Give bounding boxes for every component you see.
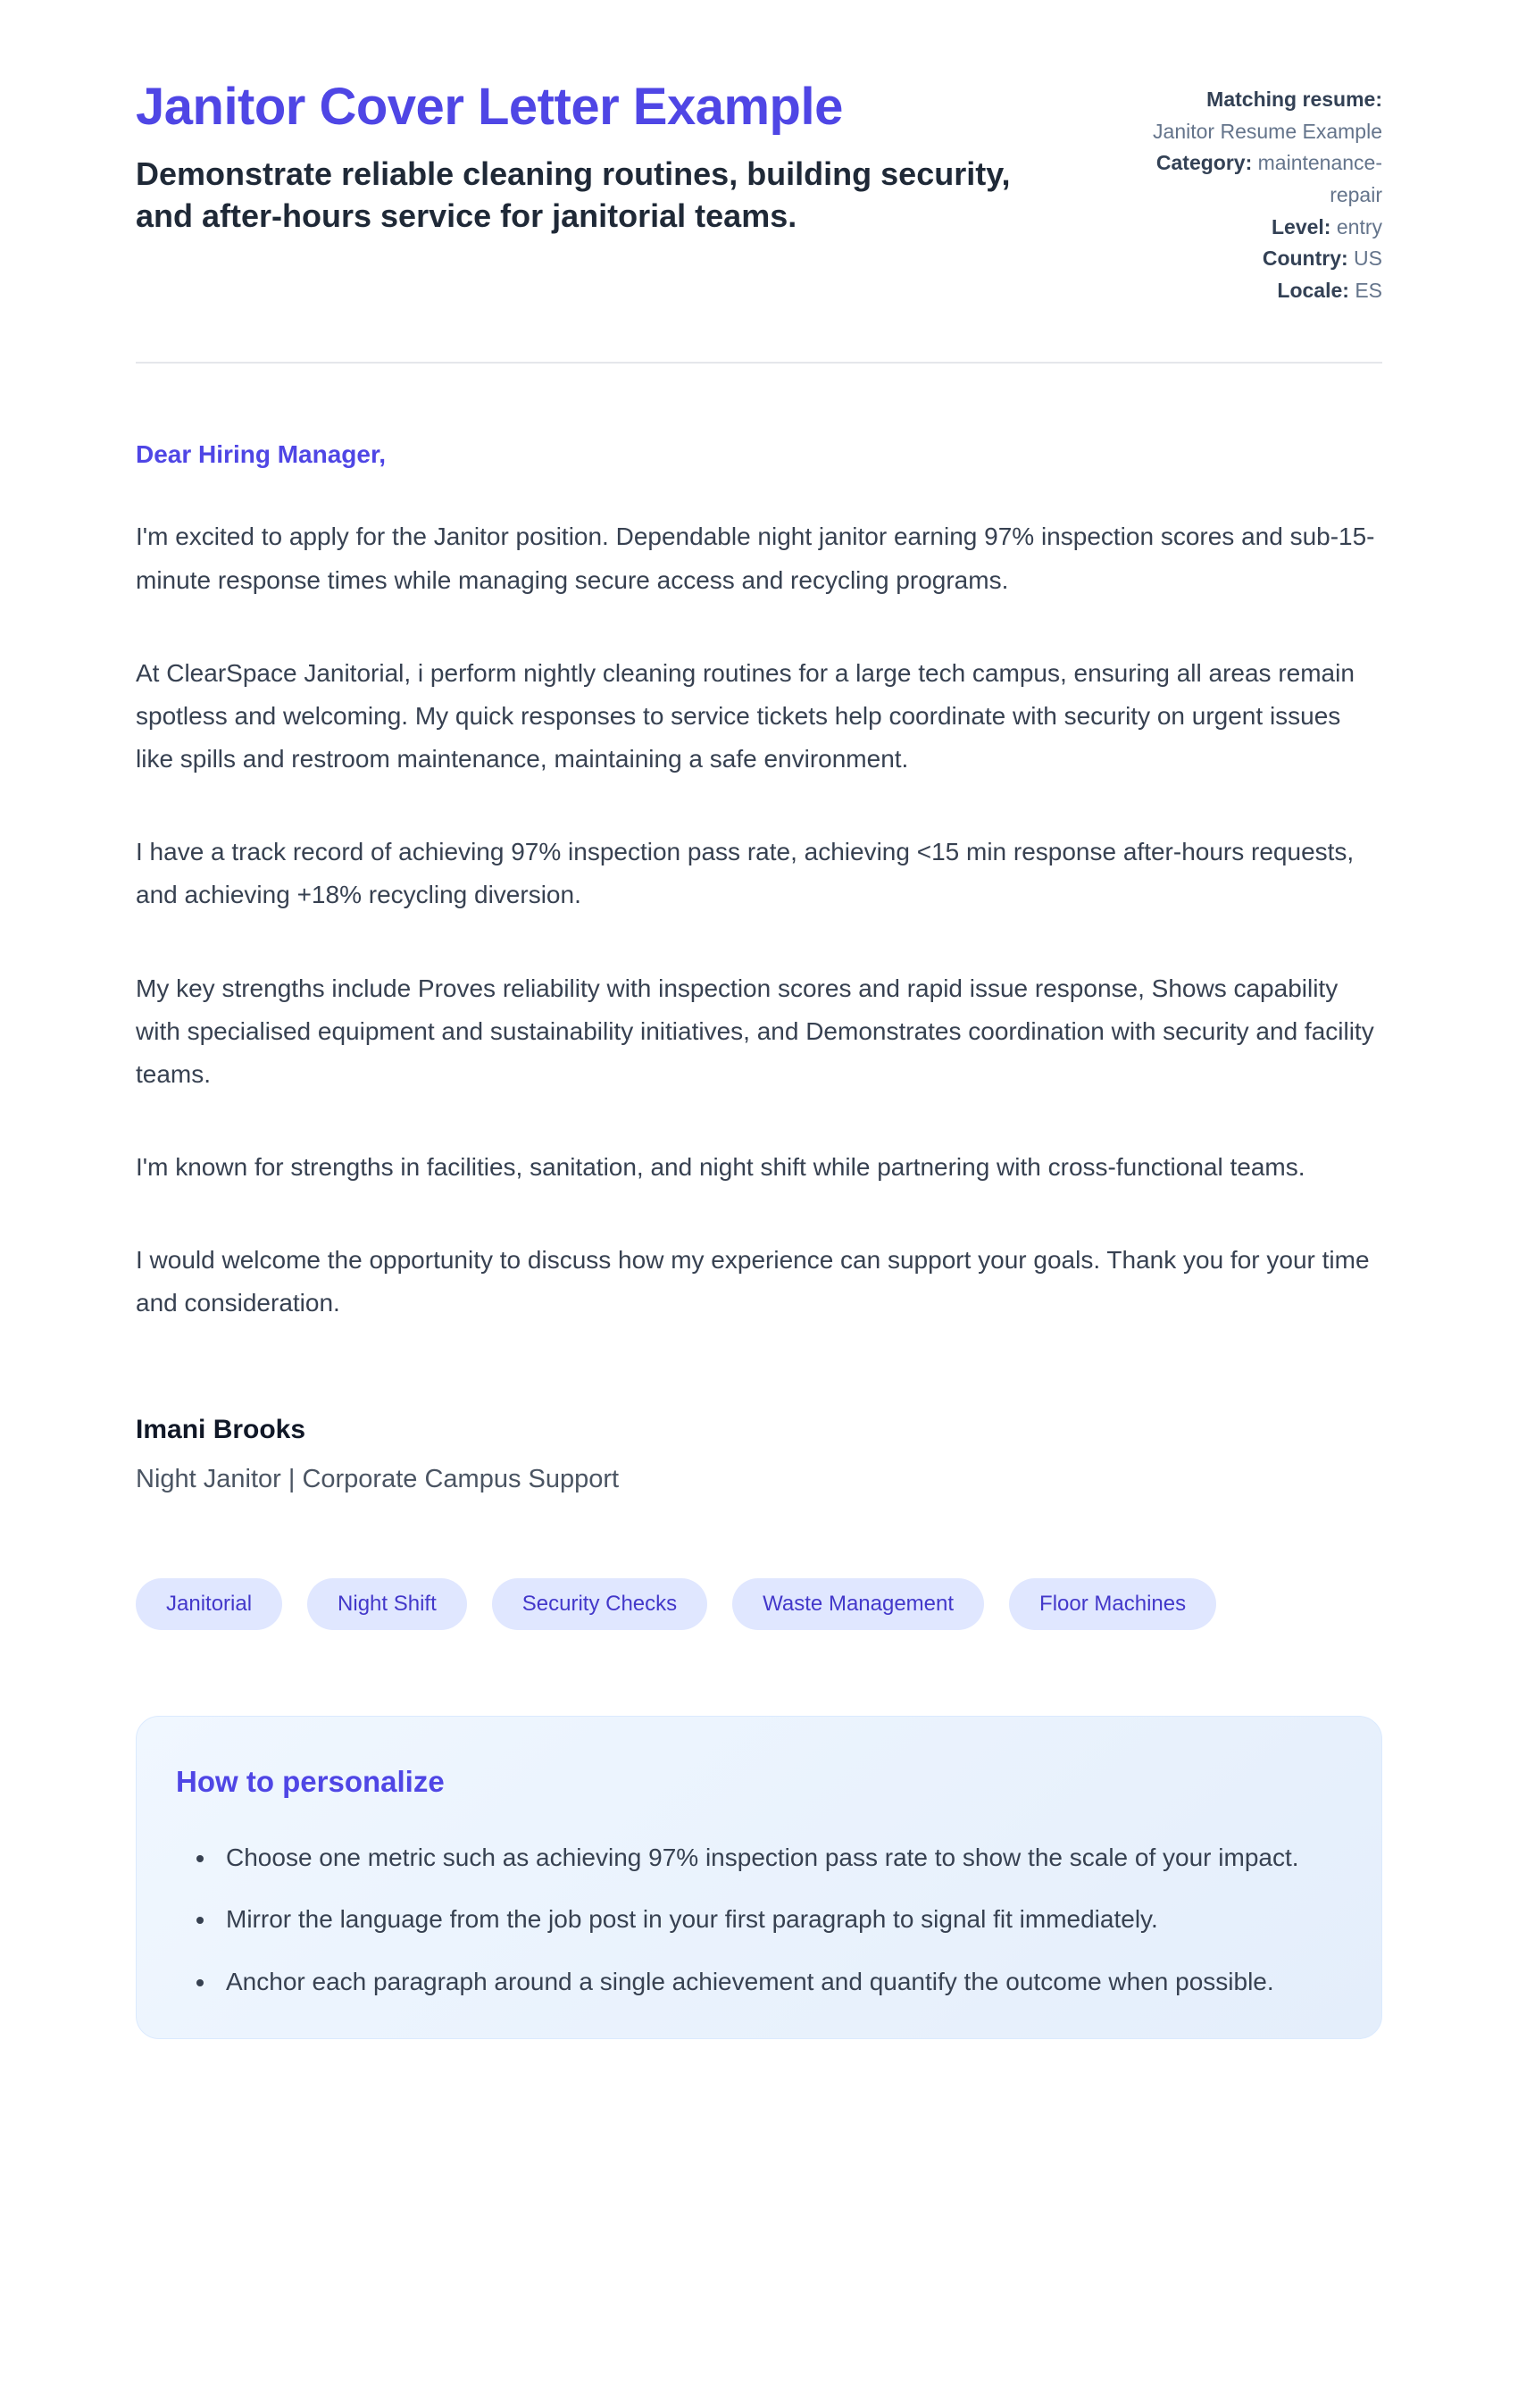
letter-paragraph: I'm known for strengths in facilities, sanitation, and night shift while partnering with cross-functional teams. xyxy=(136,1153,1305,1182)
header-title-block xyxy=(136,79,1038,237)
meta-value: entry xyxy=(1336,214,1382,238)
personalize-tip: • Mirror the language from the job post in your first paragraph to signal fit immediately. xyxy=(217,1898,1328,1941)
header-divider xyxy=(136,362,1382,364)
meta-row-level xyxy=(1148,212,1382,244)
meta-value: Janitor Resume Example xyxy=(1153,119,1382,143)
meta-row-matching-resume xyxy=(1148,84,1382,147)
tag-waste-management[interactable]: Waste Management xyxy=(732,1578,984,1630)
meta-label: Level: xyxy=(1271,214,1331,238)
personalize-tips-list xyxy=(176,1836,1328,2003)
signature-name: Imani Brooks xyxy=(136,1414,306,1444)
meta-label: Matching resume: xyxy=(1206,88,1382,111)
skill-tags-row xyxy=(136,1578,1382,1630)
meta-label: Locale: xyxy=(1277,278,1349,302)
letter-paragraph: I'm excited to apply for the Janitor position. Dependable night janitor earning 97% inspection scores and sub-15-minute response times while managing secure access and recycling programs. xyxy=(136,523,1375,594)
meta-row-country xyxy=(1148,243,1382,275)
personalize-callout xyxy=(136,1716,1382,2040)
page-header xyxy=(136,79,1382,306)
page-title: Janitor Cover Letter Example xyxy=(136,78,843,136)
salutation: Dear Hiring Manager, xyxy=(136,440,387,469)
personalize-tip: • Anchor each paragraph around a single achievement and quantify the outcome when possible. xyxy=(217,1961,1328,2003)
tag-night-shift[interactable]: Night Shift xyxy=(307,1578,467,1630)
meta-value: maintenance-repair xyxy=(1257,151,1382,206)
letter-paragraph: I have a track record of achieving 97% inspection pass rate, achieving <15 min response after-hours requests, and achieving +18% recycling diversion. xyxy=(136,838,1355,909)
meta-value: ES xyxy=(1355,278,1382,302)
resume-meta-block xyxy=(1148,79,1382,306)
meta-label: Country: xyxy=(1262,247,1348,271)
tag-floor-machines[interactable]: Floor Machines xyxy=(1009,1578,1216,1630)
letter-paragraph: My key strengths include Proves reliability with inspection scores and rapid issue response, Shows capability with specialised equipment and sustainability initiatives, and Demonstrates coordination with security and facility teams. xyxy=(136,974,1374,1088)
tag-security-checks[interactable]: Security Checks xyxy=(492,1578,707,1630)
meta-value: US xyxy=(1354,247,1382,271)
signature-block xyxy=(136,1415,1382,1494)
letter-paragraph: I would welcome the opportunity to discuss how my experience can support your goals. Thank you for your time and consideration. xyxy=(136,1246,1370,1317)
page-subtitle: Demonstrate reliable cleaning routines, building security, and after-hours service for janitorial teams. xyxy=(136,155,1011,234)
personalize-tip: • Choose one metric such as achieving 97% inspection pass rate to show the scale of your impact. xyxy=(217,1836,1328,1879)
personalize-heading: How to personalize xyxy=(176,1764,445,1798)
meta-row-category xyxy=(1148,147,1382,211)
letter-paragraph: At ClearSpace Janitorial, i perform nightly cleaning routines for a large tech campus, ensuring all areas remain spotless and welcoming. My quick responses to service tickets help coordinate with security on urgent issues like spills and restroom maintenance, maintaining a safe environment. xyxy=(136,658,1355,773)
meta-label: Category: xyxy=(1155,151,1253,175)
letter-body xyxy=(136,440,1382,1493)
signature-role: Night Janitor | Corporate Campus Support xyxy=(136,1464,620,1493)
tag-janitorial[interactable]: Janitorial xyxy=(136,1578,282,1630)
meta-row-locale xyxy=(1148,275,1382,307)
